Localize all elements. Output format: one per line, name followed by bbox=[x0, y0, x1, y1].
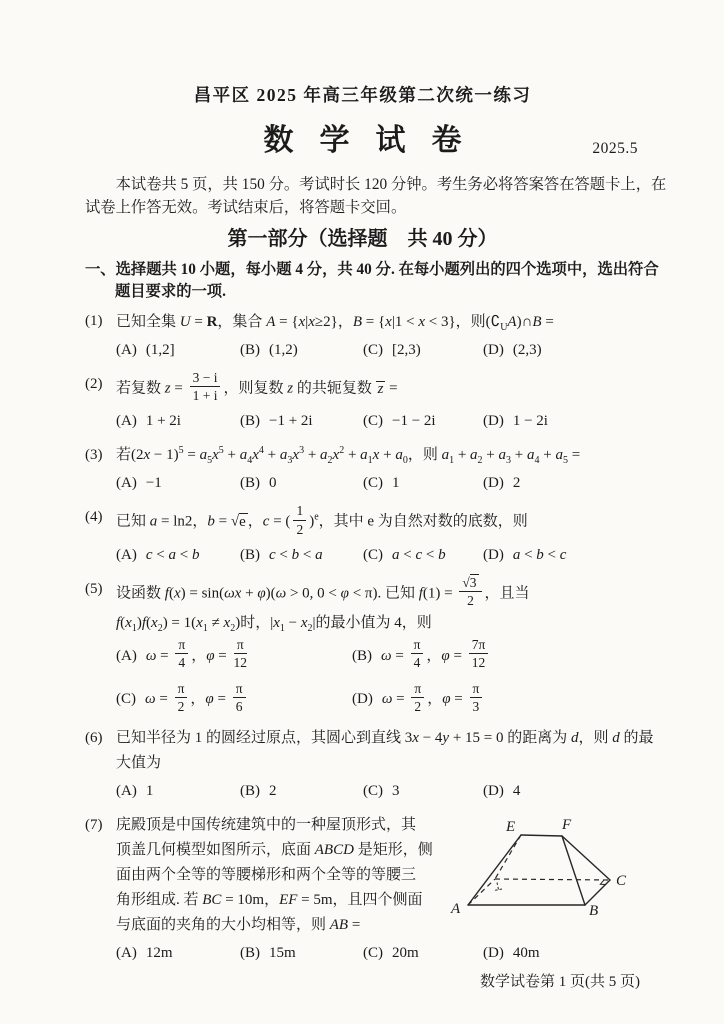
question-4-option-C bbox=[363, 543, 483, 568]
roof-solid-edges bbox=[468, 835, 610, 905]
roof-diagram bbox=[450, 815, 675, 915]
question-6-option-B bbox=[240, 779, 363, 804]
question-5-option-D bbox=[352, 680, 640, 717]
question-text-line: 角形组成. 若 BC = 10m，EF = 5m，且四个侧面 bbox=[116, 891, 423, 908]
question-body bbox=[116, 372, 640, 434]
option-label: (C) bbox=[363, 342, 383, 358]
question-5-option-B bbox=[352, 639, 640, 673]
question-6-option-D bbox=[483, 779, 640, 804]
page-title: 数学试卷 bbox=[263, 124, 488, 157]
question-3-option-C bbox=[363, 471, 483, 496]
option-label: (A) bbox=[116, 944, 137, 961]
question-body bbox=[116, 726, 654, 804]
question-2-option-B bbox=[240, 409, 363, 434]
question-3-option-B bbox=[240, 471, 363, 496]
option-label: (D) bbox=[483, 475, 504, 492]
option-value: ω = $\frac{\pi}{4}$ ，φ = $\frac{\pi}{12}$ bbox=[145, 637, 248, 671]
option-value: 3 bbox=[392, 782, 400, 799]
question-1-option-A bbox=[116, 338, 240, 363]
options-row bbox=[116, 680, 640, 717]
option-value: −1 − 2i bbox=[392, 413, 436, 430]
section-title: 第一部分（选择题 共 40 分） bbox=[227, 228, 498, 250]
question-7-option-A bbox=[116, 941, 240, 966]
question-number: (4) bbox=[85, 509, 103, 526]
instruction-line-2: 题目要求的一项. bbox=[115, 283, 226, 300]
option-label: (A) bbox=[116, 342, 137, 358]
question-text-line: 若复数 z = $\frac{3 - i}{1 + i}$ ，则复数 z 的共轭复数 z = bbox=[116, 370, 398, 404]
instruction-line-1: 一、选择题共 10 小题，每小题 4 分，共 40 分. 在每小题列出的四个选项中，选出符合 bbox=[85, 261, 659, 278]
option-label: (A) bbox=[116, 546, 137, 563]
option-value: 15m bbox=[269, 944, 296, 961]
option-value: (1,2] bbox=[145, 342, 175, 358]
title-row bbox=[85, 120, 640, 162]
question-1-option-C bbox=[363, 338, 483, 363]
option-value: 12m bbox=[145, 944, 173, 961]
option-label: (C) bbox=[363, 782, 383, 799]
angle-mark-d bbox=[494, 882, 502, 890]
option-label: (D) bbox=[483, 944, 504, 961]
question-3-option-D bbox=[483, 471, 640, 496]
question-7 bbox=[85, 813, 640, 966]
options-row bbox=[116, 471, 640, 496]
question-3 bbox=[85, 443, 640, 496]
option-value: 1 bbox=[145, 782, 154, 799]
option-value: −1 bbox=[145, 475, 162, 492]
question-7-figure bbox=[450, 815, 675, 915]
notice-line-2: 试卷上作答无效。考试结束后，将答题卡交回。 bbox=[85, 199, 407, 216]
option-value: ω = $\frac{\pi}{2}$ ，φ = $\frac{\pi}{6}$ bbox=[145, 691, 249, 707]
option-label: (C) bbox=[116, 691, 136, 708]
option-value: a < b < c bbox=[512, 546, 567, 563]
option-value: 2 bbox=[269, 782, 277, 799]
question-4-option-D bbox=[483, 543, 640, 568]
question-5-option-A bbox=[116, 639, 352, 673]
options-row bbox=[116, 779, 640, 804]
question-5 bbox=[85, 574, 640, 717]
option-label: (D) bbox=[483, 342, 504, 358]
option-value: ω = $\frac{\pi}{2}$ ，φ = $\frac{\pi}{3}$ bbox=[382, 691, 486, 707]
question-2-option-D bbox=[483, 409, 640, 434]
option-label: (D) bbox=[352, 691, 373, 708]
option-label: (B) bbox=[240, 782, 260, 799]
question-number: (5) bbox=[85, 580, 103, 597]
options-row bbox=[116, 543, 640, 568]
option-value: −1 + 2i bbox=[269, 413, 313, 430]
question-body bbox=[116, 443, 640, 496]
question-text-line: 已知全集 U = R，集合 A = {x|x≥2}，B = {x|1 < x < 3}，则$(∁_UA)\cap B$ = bbox=[116, 312, 554, 333]
question-number: (6) bbox=[85, 729, 103, 746]
option-label: (B) bbox=[240, 546, 260, 563]
option-value: c < b < a bbox=[269, 546, 323, 563]
question-2-option-A bbox=[116, 409, 240, 434]
question-3-option-A bbox=[116, 471, 240, 496]
option-value: 0 bbox=[269, 475, 277, 492]
option-value: 40m bbox=[512, 944, 540, 961]
option-label: (C) bbox=[363, 944, 383, 961]
right-angle-mark-c bbox=[600, 880, 605, 884]
vertex-label-b: B bbox=[589, 902, 599, 915]
option-label: (D) bbox=[483, 546, 504, 563]
exam-date: 2025.5 bbox=[592, 140, 638, 157]
question-4-option-A bbox=[116, 543, 240, 568]
question-body bbox=[116, 309, 640, 363]
page-footer: 数学试卷第 1 页(共 5 页) bbox=[480, 973, 640, 990]
vertex-label-f: F bbox=[562, 816, 572, 833]
option-label: (B) bbox=[352, 647, 372, 664]
option-value: c < a < b bbox=[145, 546, 200, 563]
section-instruction bbox=[85, 259, 659, 303]
option-label: (C) bbox=[363, 475, 383, 492]
question-number: (1) bbox=[85, 313, 103, 329]
option-label: (C) bbox=[363, 546, 383, 563]
question-text-line: 与底面的夹角的大小均相等，则 AB = bbox=[116, 916, 361, 933]
option-value: 1 − 2i bbox=[512, 413, 548, 430]
question-body bbox=[116, 574, 640, 717]
question-6-option-C bbox=[363, 779, 483, 804]
exam-notice bbox=[85, 173, 667, 219]
options-row bbox=[116, 338, 640, 363]
options-row bbox=[116, 409, 640, 434]
question-text-line: 庑殿顶是中国传统建筑中的一种屋顶形式，其 bbox=[116, 816, 417, 833]
question-list bbox=[85, 309, 654, 966]
option-label: (B) bbox=[240, 944, 260, 961]
question-text-line: 已知 a = ln2，b = √e ，c = ( $\frac{1}{2}$ )$^e$，其中 e 为自然对数的底数，则 bbox=[116, 503, 528, 537]
option-label: (D) bbox=[483, 782, 504, 799]
vertex-label-c: C bbox=[616, 872, 627, 889]
question-text-line: 设函数 f(x) = sin(ωx + φ)(ω > 0, 0 < φ < π). 已知 f(1) = $\frac{√3}{2}$ ，且当 bbox=[116, 574, 530, 608]
option-label: (D) bbox=[483, 413, 504, 430]
option-value: 1 bbox=[392, 475, 400, 492]
option-value: (2,3) bbox=[512, 342, 542, 358]
question-4-option-B bbox=[240, 543, 363, 568]
question-body bbox=[116, 813, 640, 966]
option-label: (A) bbox=[116, 413, 137, 430]
question-number: (2) bbox=[85, 376, 103, 392]
option-value: a < c < b bbox=[392, 546, 446, 563]
question-1 bbox=[85, 309, 640, 363]
notice-line-1: 本试卷共 5 页，共 150 分。考试时长 120 分钟。考生务必将答案答在答题卡上，在 bbox=[115, 176, 667, 193]
question-number: (7) bbox=[85, 816, 103, 833]
option-label: (B) bbox=[240, 475, 260, 492]
option-label: (B) bbox=[240, 342, 260, 358]
vertex-label-a: A bbox=[451, 900, 461, 915]
exam-header: 昌平区 2025 年高三年级第二次统一练习 bbox=[193, 85, 532, 105]
question-text-line: 顶盖几何模型如图所示，底面 ABCD 是矩形，侧 bbox=[116, 841, 433, 858]
option-value: ω = $\frac{\pi}{4}$ ，φ = $\frac{7\pi}{12}$ bbox=[381, 648, 491, 664]
question-1-option-D bbox=[483, 338, 640, 363]
question-2-option-C bbox=[363, 409, 483, 434]
vertex-label-e: E bbox=[506, 818, 516, 835]
question-7-option-B bbox=[240, 941, 363, 966]
option-value: 1 + 2i bbox=[145, 413, 181, 430]
question-text-line: $f(x_1)f(x_2) = 1(x_1 \ne x_2)$时，$|x_1 - x_2|$的最小值为 4，则 bbox=[116, 615, 432, 635]
option-value: 4 bbox=[512, 782, 521, 799]
question-4 bbox=[85, 505, 640, 567]
options-row bbox=[116, 639, 640, 673]
option-label: (A) bbox=[116, 782, 137, 799]
question-body bbox=[116, 505, 640, 567]
question-7-option-C bbox=[363, 941, 483, 966]
option-label: (B) bbox=[240, 413, 260, 430]
question-text-line: 面由两个全等的等腰梯形和两个全等的等腰三 bbox=[116, 866, 417, 883]
question-2 bbox=[85, 372, 640, 434]
question-number: (3) bbox=[85, 447, 103, 464]
option-label: (A) bbox=[116, 475, 137, 492]
question-text-line: 若$(2x - 1)^5 = a_5x^5 + a_4x^4 + a_3x^3 + a_2x^2 + a_1x + a_0$，则 $a_1 + a_2 + a_3 + a_4 + a_5$ = bbox=[116, 445, 581, 467]
option-value: 2 bbox=[512, 475, 521, 492]
option-label: (A) bbox=[116, 647, 137, 664]
roof-hidden-edges bbox=[468, 835, 610, 905]
option-label: (C) bbox=[363, 413, 383, 430]
option-value: [2,3) bbox=[392, 342, 421, 358]
option-value: (1,2) bbox=[269, 342, 298, 358]
options-row bbox=[116, 941, 640, 966]
question-6-option-A bbox=[116, 779, 240, 804]
question-5-option-C bbox=[116, 680, 352, 717]
question-text-line: 大值为 bbox=[116, 754, 162, 771]
question-7-option-D bbox=[483, 941, 640, 966]
question-text-line: 已知半径为 1 的圆经过原点，其圆心到直线 3x − 4y + 15 = 0 的距离为 d，则 d 的最 bbox=[116, 729, 654, 746]
question-1-option-B bbox=[240, 338, 363, 363]
option-value: 20m bbox=[392, 944, 419, 961]
question-6 bbox=[85, 726, 654, 804]
